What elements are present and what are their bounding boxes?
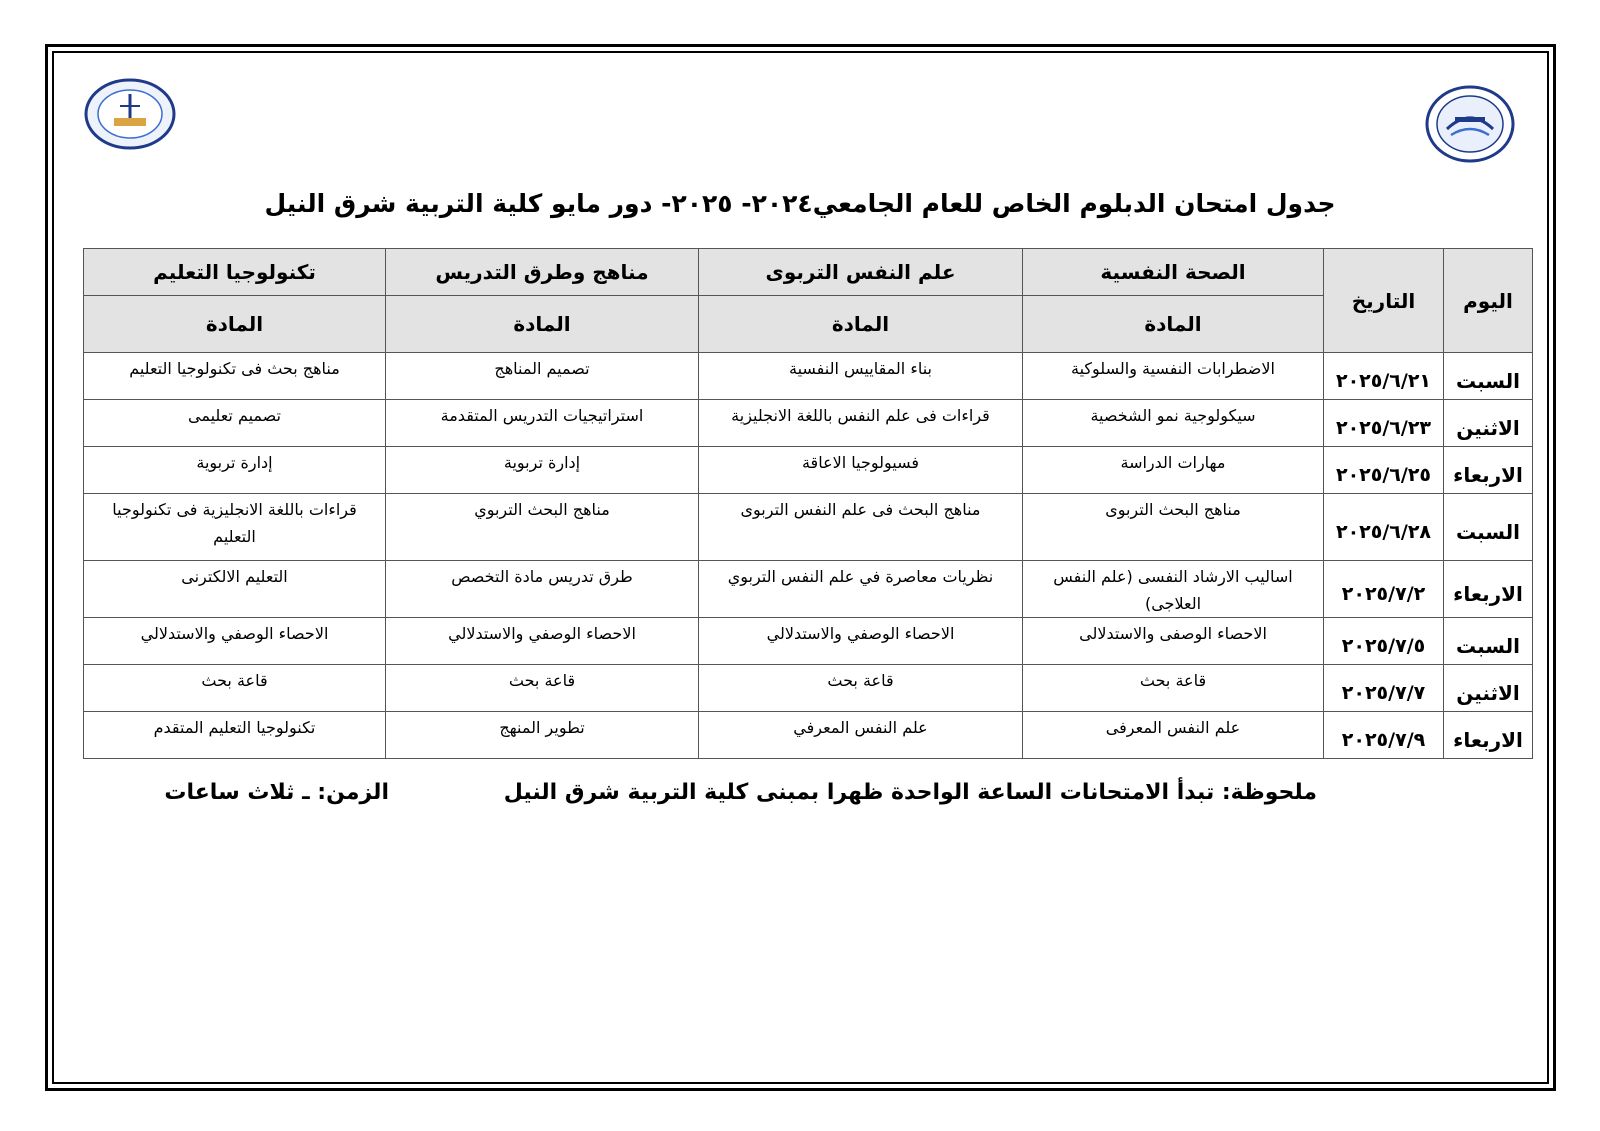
subject-cell: قاعة بحث: [386, 665, 699, 712]
header-subject: المادة: [386, 296, 699, 353]
subject-cell: اساليب الارشاد النفسى (علم النفس العلاجى): [1023, 561, 1324, 618]
header-department: الصحة النفسية: [1023, 249, 1324, 296]
subject-cell: الاضطرابات النفسية والسلوكية: [1023, 353, 1324, 400]
subject-cell: طرق تدريس مادة التخصص: [386, 561, 699, 618]
subject-cell: تصميم المناهج: [386, 353, 699, 400]
subject-cell: تطوير المنهج: [386, 712, 699, 759]
row-day: السبت: [1444, 494, 1533, 561]
subject-cell: مناهج البحث التربوى: [1023, 494, 1324, 561]
header-department: تكنولوجيا التعليم: [84, 249, 386, 296]
row-day: السبت: [1444, 353, 1533, 400]
row-day: الاثنين: [1444, 665, 1533, 712]
header-department: علم النفس التربوى: [699, 249, 1023, 296]
subject-cell: تصميم تعليمى: [84, 400, 386, 447]
table-row: [84, 712, 1533, 759]
subject-cell: مناهج البحث فى علم النفس التربوى: [699, 494, 1023, 561]
subject-cell: الاحصاء الوصفي والاستدلالي: [386, 618, 699, 665]
note-text: تبدأ الامتحانات الساعة الواحدة ظهرا بمبنى كلية التربية شرق النيل: [503, 780, 1215, 805]
subject-cell: علم النفس المعرفى: [1023, 712, 1324, 759]
row-date: ٢٠٢٥/٦/٢٣: [1324, 400, 1444, 447]
row-day: السبت: [1444, 618, 1533, 665]
subject-cell: إدارة تربوية: [386, 447, 699, 494]
subject-cell: مناهج البحث التربوي: [386, 494, 699, 561]
subject-cell: نظريات معاصرة في علم النفس التربوي: [699, 561, 1023, 618]
row-date: ٢٠٢٥/٧/٩: [1324, 712, 1444, 759]
subject-cell: التعليم الالكترنى: [84, 561, 386, 618]
table-row: [84, 353, 1533, 400]
duration-label: الزمن:: [317, 780, 389, 805]
table-row: [84, 400, 1533, 447]
row-date: ٢٠٢٥/٧/٥: [1324, 618, 1444, 665]
note-label: ملحوظة:: [1221, 780, 1317, 805]
subject-cell: إدارة تربوية: [84, 447, 386, 494]
subject-cell: قراءات فى علم النفس باللغة الانجليزية: [699, 400, 1023, 447]
subject-cell: الاحصاء الوصفى والاستدلالى: [1023, 618, 1324, 665]
row-day: الاربعاء: [1444, 712, 1533, 759]
header-subject: المادة: [699, 296, 1023, 353]
row-date: ٢٠٢٥/٦/٢٨: [1324, 494, 1444, 561]
header-date: التاريخ: [1324, 249, 1444, 353]
header-department: مناهج وطرق التدريس: [386, 249, 699, 296]
row-day: الاثنين: [1444, 400, 1533, 447]
duration-text: ـ ثلاث ساعات: [164, 780, 310, 805]
subject-cell: قراءات باللغة الانجليزية فى تكنولوجيا التعليم: [84, 494, 386, 561]
subject-cell: علم النفس المعرفي: [699, 712, 1023, 759]
exam-duration: [164, 780, 389, 805]
subject-cell: بناء المقاييس النفسية: [699, 353, 1023, 400]
row-day: الاربعاء: [1444, 447, 1533, 494]
table-row: [84, 561, 1533, 618]
subject-cell: فسيولوجيا الاعاقة: [699, 447, 1023, 494]
page-title: جدول امتحان الدبلوم الخاص للعام الجامعي٢٠٢٤- ٢٠٢٥- دور مايو كلية التربية شرق النيل: [264, 189, 1336, 218]
row-date: ٢٠٢٥/٦/٢١: [1324, 353, 1444, 400]
header-day: اليوم: [1444, 249, 1533, 353]
subject-cell: تكنولوجيا التعليم المتقدم: [84, 712, 386, 759]
subject-cell: استراتيجيات التدريس المتقدمة: [386, 400, 699, 447]
table-row: [84, 665, 1533, 712]
table-row: [84, 447, 1533, 494]
subject-cell: قاعة بحث: [84, 665, 386, 712]
subject-cell: قاعة بحث: [699, 665, 1023, 712]
subject-cell: الاحصاء الوصفي والاستدلالي: [699, 618, 1023, 665]
table-row: [84, 618, 1533, 665]
table-row: [84, 494, 1533, 561]
subject-cell: سيكولوجية نمو الشخصية: [1023, 400, 1324, 447]
faculty-seal-icon: [84, 78, 176, 150]
header-subject: المادة: [84, 296, 386, 353]
subject-cell: مناهج بحث فى تكنولوجيا التعليم: [84, 353, 386, 400]
row-date: ٢٠٢٥/٦/٢٥: [1324, 447, 1444, 494]
exam-schedule-table: [83, 248, 1533, 759]
subject-cell: الاحصاء الوصفي والاستدلالي: [84, 618, 386, 665]
subject-cell: قاعة بحث: [1023, 665, 1324, 712]
subject-cell: مهارات الدراسة: [1023, 447, 1324, 494]
row-day: الاربعاء: [1444, 561, 1533, 618]
header-subject: المادة: [1023, 296, 1324, 353]
row-date: ٢٠٢٥/٧/٢: [1324, 561, 1444, 618]
row-date: ٢٠٢٥/٧/٧: [1324, 665, 1444, 712]
university-seal-icon: [1425, 85, 1515, 163]
exam-note: [504, 780, 1317, 805]
